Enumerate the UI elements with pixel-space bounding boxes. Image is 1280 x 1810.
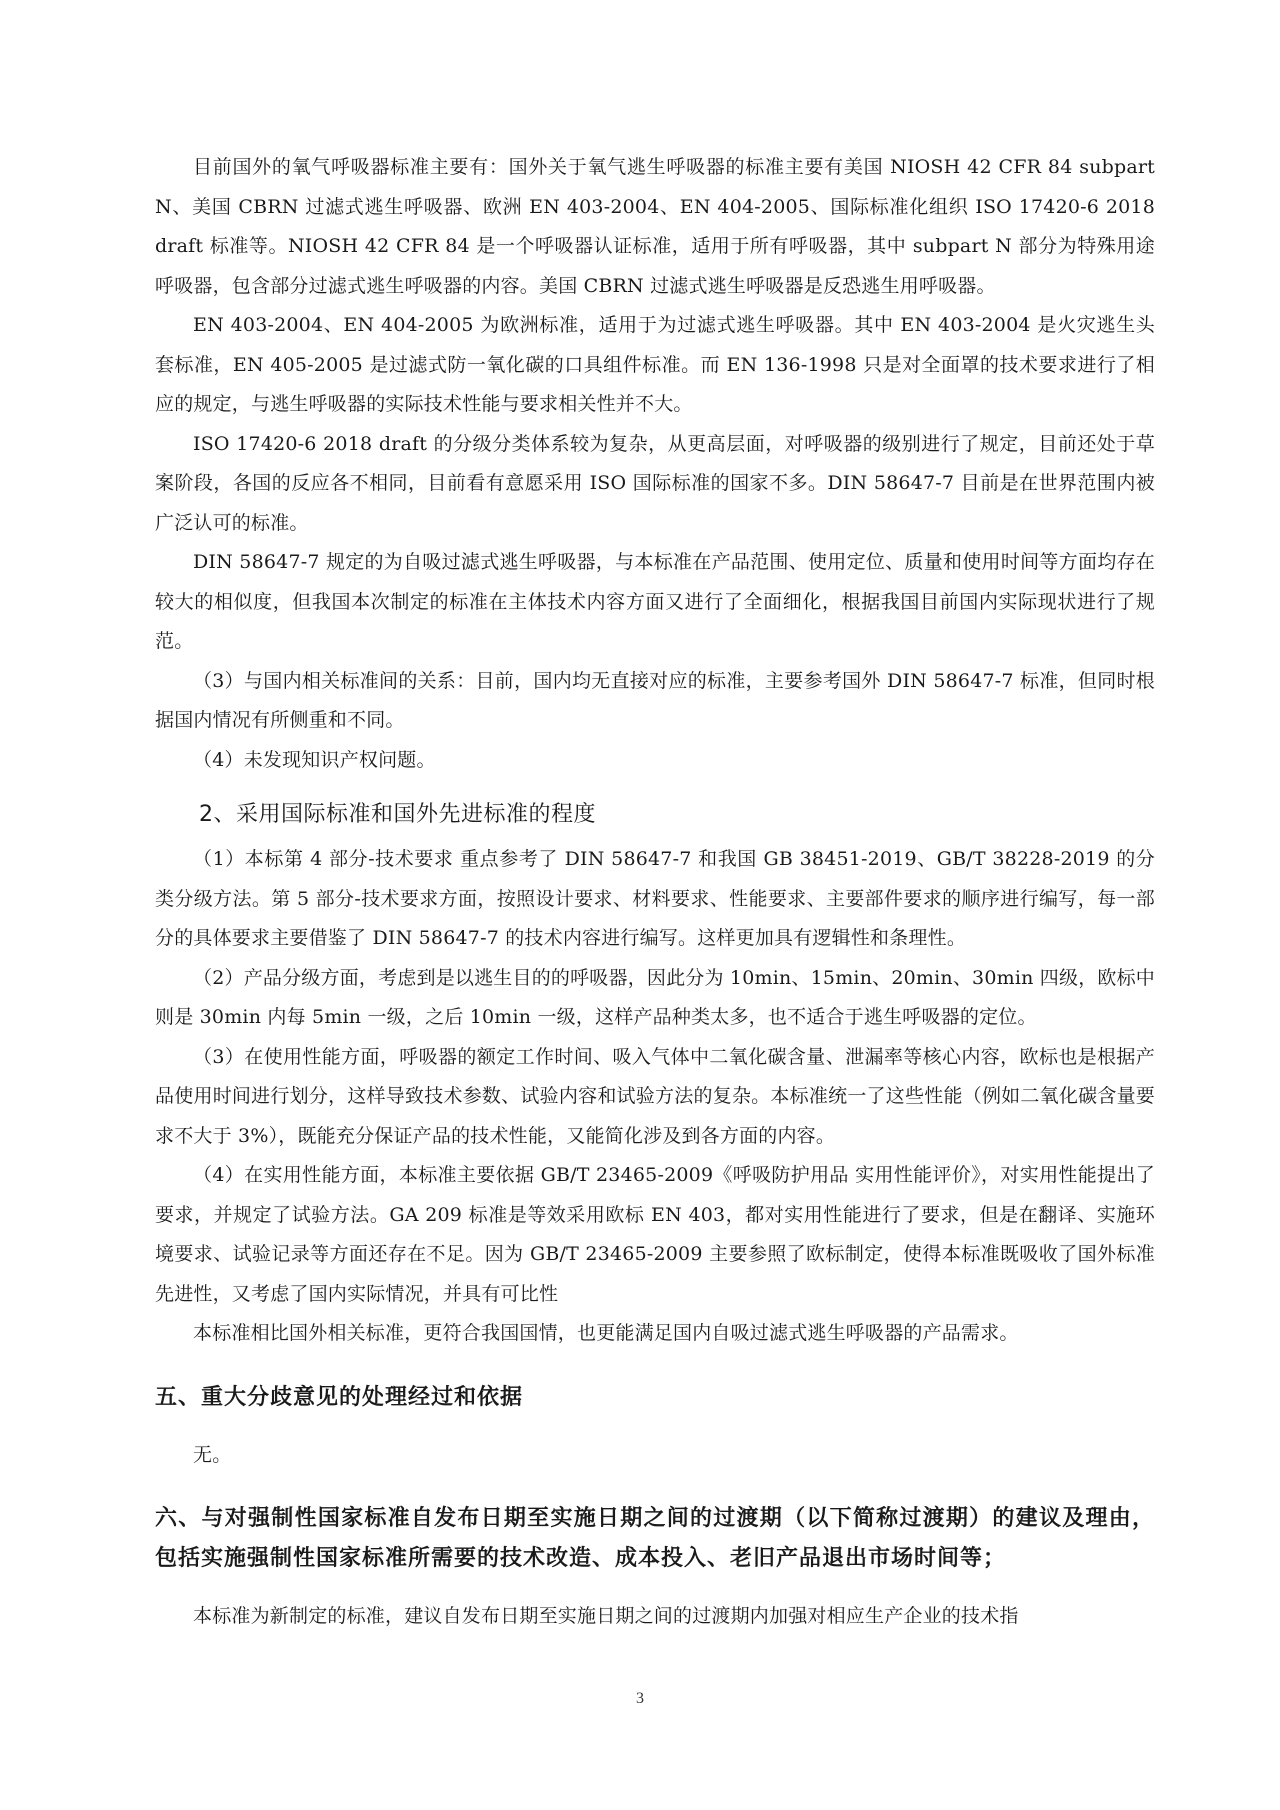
paragraph: DIN 58647-7 规定的为自吸过滤式逃生呼吸器，与本标准在产品范围、使用定位、质量和使用时间等方面均存在较大的相似度，但我国本次制定的标准在主体技术内容方面又进行了全面细化，根据我国目前国内实际现状进行了规范。 [155,551,1155,652]
paragraph: （4）未发现知识产权问题。 [193,748,436,771]
document-page [155,148,1155,1637]
paragraph: （4）在实用性能方面，本标准主要依据 GB/T 23465-2009《呼吸防护用品 实用性能评价》，对实用性能提出了要求，并规定了试验方法。GA 209 标准是等效采用欧标 EN 403，都对实用性能进行了要求，但是在翻译、实施环境要求、试验记录等方面还存在不足。因为 GB/T 23465-2009 主要参照了欧标制定，使得本标准既吸收了国外标准先进性，又考虑了国内实际情况，并具有可比性 [155,1164,1155,1305]
paragraph: 本标准相比国外相关标准，更符合我国国情，也更能满足国内自吸过滤式逃生呼吸器的产品需求。 [193,1322,1019,1344]
paragraph: （3）在使用性能方面，呼吸器的额定工作时间、吸入气体中二氧化碳含量、泄漏率等核心内容，欧标也是根据产品使用时间进行划分，这样导致技术参数、试验内容和试验方法的复杂。本标准统一了这些性能（例如二氧化碳含量要求不大于 3%），既能充分保证产品的技术性能，又能简化涉及到各方面的内容。 [155,1045,1155,1147]
paragraph: ISO 17420-6 2018 draft 的分级分类体系较为复杂，从更高层面，对呼吸器的级别进行了规定，目前还处于草案阶段，各国的反应各不相同，目前看有意愿采用 ISO 国际标准的国家不多。DIN 58647-7 目前是在世界范围内被广泛认可的标准。 [155,432,1155,534]
paragraph: 本标准为新制定的标准，建议自发布日期至实施日期之间的过渡期内加强对相应生产企业的技术指 [193,1605,1019,1627]
paragraph: 无。 [193,1443,232,1466]
paragraph: EN 403-2004、EN 404-2005 为欧洲标准，适用于为过滤式逃生呼吸器。其中 EN 403-2004 是火灾逃生头套标准，EN 405-2005 是过滤式防一氧化碳的口具组件标准。而 EN 136-1998 只是对全面罩的技术要求进行了相应的规定，与逃生呼吸器的实际技术性能与要求相关性并不大。 [155,314,1155,415]
page-number: 3 [636,1690,644,1707]
paragraph: 目前国外的氧气呼吸器标准主要有：国外关于氧气逃生呼吸器的标准主要有美国 NIOSH 42 CFR 84 subpart N、美国 CBRN 过滤式逃生呼吸器、欧洲 EN 403-2004、EN 404-2005、国际标准化组织 ISO 17420-6 2018 draft 标准等。NIOSH 42 CFR 84 是一个呼吸器认证标准，适用于所有呼吸器，其中 subpart N 部分为特殊用途呼吸器，包含部分过滤式逃生呼吸器的内容。美国 CBRN 过滤式逃生呼吸器是反恐逃生用呼吸器。 [155,156,1155,297]
paragraph: （3）与国内相关标准间的关系：目前，国内均无直接对应的标准，主要参考国外 DIN 58647-7 标准，但同时根据国内情况有所侧重和不同。 [155,669,1155,731]
section-heading-6: 六、与对强制性国家标准自发布日期至实施日期之间的过渡期（以下简称过渡期）的建议及理由，包括实施强制性国家标准所需要的技术改造、成本投入、老旧产品退出市场时间等； [155,1506,1155,1571]
paragraph: （1）本标第 4 部分-技术要求 重点参考了 DIN 58647-7 和我国 GB 38451-2019、GB/T 38228-2019 的分类分级方法。第 5 部分-技术要求方面，按照设计要求、材料要求、性能要求、主要部件要求的顺序进行编写，每一部分的具体要求主要借鉴了 DIN 58647-7 的技术内容进行编写。这样更加具有逻辑性和条理性。 [155,848,1155,949]
section-heading-5: 五、重大分歧意见的处理经过和依据 [155,1384,524,1410]
section-heading-2: 2、采用国际标准和国外先进标准的程度 [199,802,596,827]
paragraph: （2）产品分级方面，考虑到是以逃生目的的呼吸器，因此分为 10min、15min、20min、30min 四级，欧标中则是 30min 内每 5min 一级，之后 10min 一级，这样产品种类太多，也不适合于逃生呼吸器的定位。 [155,966,1155,1028]
